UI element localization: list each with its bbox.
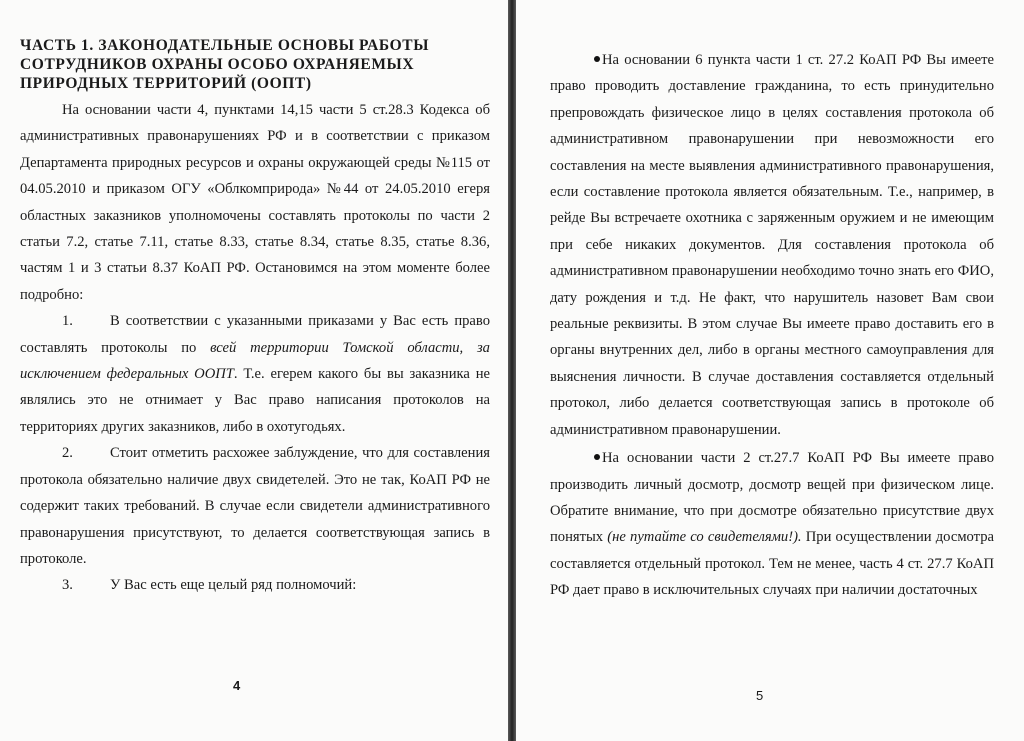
- list-number: 2.: [62, 445, 73, 462]
- list-number: 3.: [62, 577, 73, 594]
- bullet-icon: [594, 56, 600, 62]
- section-title: ЧАСТЬ 1. ЗАКОНОДАТЕЛЬНЫЕ ОСНОВЫ РАБОТЫ СОТРУДНИКОВ ОХРАНЫ ОСОБО ОХРАНЯЕМЫХ ПРИРОДНЫХ ТЕРРИТОРИЙ (ООПТ): [20, 37, 430, 92]
- left-page: [0, 0, 508, 741]
- book-gutter: [508, 0, 516, 741]
- list-item-3: 3. У Вас есть еще целый ряд полномочий:: [20, 572, 490, 598]
- right-page: [516, 0, 1024, 741]
- list-number: 1.: [62, 313, 73, 330]
- list-item-2: 2. Стоит отметить расхожее заблуждение, что для составления протокола обязательно наличие двух свидетелей. Это не так, КоАП РФ не содержит таких требований. В случае если свидетели административного правонарушения присутствуют, то делается соответствующая запись в протоколе.: [20, 440, 490, 572]
- bullet-icon: [594, 454, 600, 460]
- emphasis-text: (не путайте со свидетелями!).: [607, 529, 802, 546]
- list-item-1: 1. В соответствии с указанными приказами у Вас есть право составлять протоколы по всей территории Томской области, за исключением федеральных ООПТ. Т.е. егерем какого бы вы заказника не являлись это не отнимает у Вас право написания протоколов на территориях других заказников, либо в охотугодьях.: [20, 308, 490, 440]
- bullet-item-2: На основании части 2 ст.27.7 КоАП РФ Вы имеете право производить личный досмотр, досмотр вещей при физическом лице. Обратите внимание, что при досмотре обязательно присутствие двух понятых (не путайте со свидетелями!). При осуществлении досмотра составляется отдельный протокол. Тем не менее, часть 4 ст. 27.7 КоАП РФ дает право в исключительных случаях при наличии достаточных: [550, 450, 994, 599]
- page-number: 4: [233, 678, 241, 693]
- bullet-item-1: На основании 6 пункта части 1 ст. 27.2 КоАП РФ Вы имеете право проводить доставление гражданина, то есть принудительно препровождать физическое лицо в целях составления протокола об административном правонарушении при невозможности его составления на месте выявления административного правонарушения, если составление протокола является обязательным. Т.е., например, в рейде Вы встречаете охотника с заряженным оружием и не имеющим при себе никаких документов. Для составления протокола об административном правонарушении необходимо точно знать его ФИО, дату рождения и т.д. Не факт, что нарушитель назовет Вам свои реальные реквизиты. В этом случае Вы имеете право доставить его в органы внутренних дел, либо в органы местного самоуправления для выяснения личности. В случае доставления составляется отдельный протокол, либо делается соответствующая запись в протоколе об административном правонарушении.: [550, 52, 994, 438]
- intro-paragraph: На основании части 4, пунктами 14,15 части 5 ст.28.3 Кодекса об административных правонарушениях РФ и в соответствии с приказом Департамента природных ресурсов и охраны окружающей среды №115 от 04.05.2010 и приказом ОГУ «Облкомприрода» №44 от 24.05.2010 егеря областных заказников уполномочены составлять протоколы по части 2 статьи 7.2, статье 7.11, статье 8.33, статье 8.34, статье 8.35, статье 8.36, частям 1 и 3 статьи 8.37 КоАП РФ. Остановимся на этом моменте более подробно:: [20, 102, 490, 303]
- page-number: 5: [756, 688, 764, 703]
- emphasis-text: всей территории Томской области, за исключением федеральных ООПТ: [20, 339, 490, 383]
